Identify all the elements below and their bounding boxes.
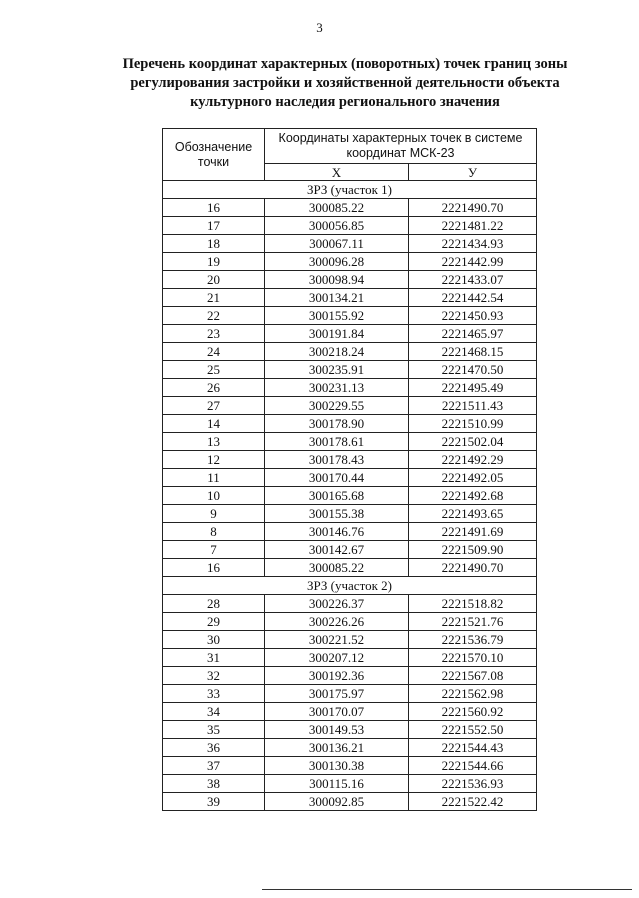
- cell-y: 2221510.99: [409, 415, 537, 433]
- cell-point: 17: [163, 217, 265, 235]
- cell-point: 28: [163, 595, 265, 613]
- table-row: [163, 721, 537, 739]
- cell-point: 21: [163, 289, 265, 307]
- cell-y: 2221492.29: [409, 451, 537, 469]
- cell-y: 2221536.79: [409, 631, 537, 649]
- cell-y: 2221562.98: [409, 685, 537, 703]
- cell-point: 34: [163, 703, 265, 721]
- cell-point: 12: [163, 451, 265, 469]
- cell-x: 300226.37: [265, 595, 409, 613]
- cell-x: 300218.24: [265, 343, 409, 361]
- table-row: [163, 685, 537, 703]
- cell-x: 300178.90: [265, 415, 409, 433]
- table-row: [163, 235, 537, 253]
- table-row: [163, 325, 537, 343]
- cell-x: 300170.44: [265, 469, 409, 487]
- table-row: [163, 451, 537, 469]
- cell-x: 300178.43: [265, 451, 409, 469]
- table-row: [163, 397, 537, 415]
- cell-x: 300134.21: [265, 289, 409, 307]
- cell-x: 300191.84: [265, 325, 409, 343]
- cell-x: 300170.07: [265, 703, 409, 721]
- cell-x: 300096.28: [265, 253, 409, 271]
- section-title: ЗРЗ (участок 1): [163, 181, 537, 199]
- table-row: [163, 613, 537, 631]
- cell-point: 37: [163, 757, 265, 775]
- cell-y: 2221518.82: [409, 595, 537, 613]
- cell-x: 300115.16: [265, 775, 409, 793]
- cell-point: 38: [163, 775, 265, 793]
- header-coordinate-system: Координаты характерных точек в системе координат МСК-23: [265, 129, 537, 164]
- cell-x: 300192.36: [265, 667, 409, 685]
- footer-rule: [262, 889, 632, 890]
- cell-x: 300221.52: [265, 631, 409, 649]
- cell-x: 300231.13: [265, 379, 409, 397]
- table-row: [163, 541, 537, 559]
- cell-x: 300175.97: [265, 685, 409, 703]
- cell-y: 2221544.43: [409, 739, 537, 757]
- cell-y: 2221490.70: [409, 199, 537, 217]
- table-row: [163, 649, 537, 667]
- cell-x: 300085.22: [265, 559, 409, 577]
- cell-point: 30: [163, 631, 265, 649]
- cell-point: 14: [163, 415, 265, 433]
- cell-x: 300155.38: [265, 505, 409, 523]
- cell-point: 27: [163, 397, 265, 415]
- cell-point: 22: [163, 307, 265, 325]
- table-row: [163, 775, 537, 793]
- cell-point: 33: [163, 685, 265, 703]
- cell-point: 24: [163, 343, 265, 361]
- cell-x: 300235.91: [265, 361, 409, 379]
- cell-x: 300155.92: [265, 307, 409, 325]
- cell-point: 19: [163, 253, 265, 271]
- table-row: [163, 271, 537, 289]
- cell-y: 2221567.08: [409, 667, 537, 685]
- cell-x: 300067.11: [265, 235, 409, 253]
- cell-y: 2221493.65: [409, 505, 537, 523]
- cell-x: 300178.61: [265, 433, 409, 451]
- cell-point: 32: [163, 667, 265, 685]
- table-row: [163, 667, 537, 685]
- table-row: [163, 433, 537, 451]
- table-row: [163, 307, 537, 325]
- cell-point: 20: [163, 271, 265, 289]
- cell-point: 23: [163, 325, 265, 343]
- cell-point: 9: [163, 505, 265, 523]
- cell-point: 10: [163, 487, 265, 505]
- table-row: [163, 361, 537, 379]
- cell-y: 2221442.54: [409, 289, 537, 307]
- table-row: [163, 757, 537, 775]
- cell-y: 2221450.93: [409, 307, 537, 325]
- cell-y: 2221491.69: [409, 523, 537, 541]
- cell-x: 300229.55: [265, 397, 409, 415]
- cell-point: 35: [163, 721, 265, 739]
- cell-y: 2221536.93: [409, 775, 537, 793]
- table-row: [163, 199, 537, 217]
- document-title: Перечень координат характерных (поворотных) точек границ зоны регулирования застройки и хозяйственной деятельности объекта культурного наследия регионального значения: [122, 56, 568, 110]
- cell-x: 300142.67: [265, 541, 409, 559]
- table-row: [163, 253, 537, 271]
- cell-y: 2221502.04: [409, 433, 537, 451]
- table-row: [163, 289, 537, 307]
- cell-point: 16: [163, 199, 265, 217]
- table-row: [163, 595, 537, 613]
- cell-x: 300098.94: [265, 271, 409, 289]
- cell-x: 300136.21: [265, 739, 409, 757]
- cell-y: 2221492.05: [409, 469, 537, 487]
- table-row: [163, 217, 537, 235]
- cell-point: 39: [163, 793, 265, 811]
- cell-point: 36: [163, 739, 265, 757]
- cell-point: 16: [163, 559, 265, 577]
- table-row: [163, 559, 537, 577]
- table-row: [163, 379, 537, 397]
- header-x: X: [265, 164, 409, 181]
- cell-x: 300092.85: [265, 793, 409, 811]
- cell-x: 300165.68: [265, 487, 409, 505]
- header-point-designation: Обозначение точки: [163, 129, 265, 181]
- section-row: [163, 577, 537, 595]
- cell-y: 2221521.76: [409, 613, 537, 631]
- cell-y: 2221481.22: [409, 217, 537, 235]
- table-body: [163, 181, 537, 811]
- table-row: [163, 793, 537, 811]
- cell-x: 300130.38: [265, 757, 409, 775]
- table-row: [163, 631, 537, 649]
- cell-y: 2221492.68: [409, 487, 537, 505]
- header-y: У: [409, 164, 537, 181]
- cell-y: 2221468.15: [409, 343, 537, 361]
- cell-point: 13: [163, 433, 265, 451]
- cell-y: 2221544.66: [409, 757, 537, 775]
- cell-y: 2221442.99: [409, 253, 537, 271]
- cell-point: 18: [163, 235, 265, 253]
- coordinates-table: [162, 128, 537, 811]
- cell-x: 300056.85: [265, 217, 409, 235]
- cell-point: 25: [163, 361, 265, 379]
- cell-x: 300226.26: [265, 613, 409, 631]
- cell-y: 2221495.49: [409, 379, 537, 397]
- cell-y: 2221434.93: [409, 235, 537, 253]
- cell-y: 2221522.42: [409, 793, 537, 811]
- cell-point: 11: [163, 469, 265, 487]
- section-row: [163, 181, 537, 199]
- cell-point: 8: [163, 523, 265, 541]
- section-title: ЗРЗ (участок 2): [163, 577, 537, 595]
- table-row: [163, 415, 537, 433]
- cell-x: 300146.76: [265, 523, 409, 541]
- cell-y: 2221552.50: [409, 721, 537, 739]
- cell-y: 2221433.07: [409, 271, 537, 289]
- table-row: [163, 343, 537, 361]
- page-number: 3: [316, 20, 323, 35]
- table-row: [163, 739, 537, 757]
- table-row: [163, 703, 537, 721]
- cell-y: 2221490.70: [409, 559, 537, 577]
- table-row: [163, 469, 537, 487]
- table-row: [163, 523, 537, 541]
- cell-y: 2221511.43: [409, 397, 537, 415]
- cell-y: 2221560.92: [409, 703, 537, 721]
- cell-point: 26: [163, 379, 265, 397]
- cell-y: 2221570.10: [409, 649, 537, 667]
- cell-point: 7: [163, 541, 265, 559]
- cell-point: 29: [163, 613, 265, 631]
- table-row: [163, 505, 537, 523]
- cell-x: 300085.22: [265, 199, 409, 217]
- cell-x: 300207.12: [265, 649, 409, 667]
- cell-y: 2221509.90: [409, 541, 537, 559]
- cell-x: 300149.53: [265, 721, 409, 739]
- cell-point: 31: [163, 649, 265, 667]
- cell-y: 2221465.97: [409, 325, 537, 343]
- table-row: [163, 487, 537, 505]
- cell-y: 2221470.50: [409, 361, 537, 379]
